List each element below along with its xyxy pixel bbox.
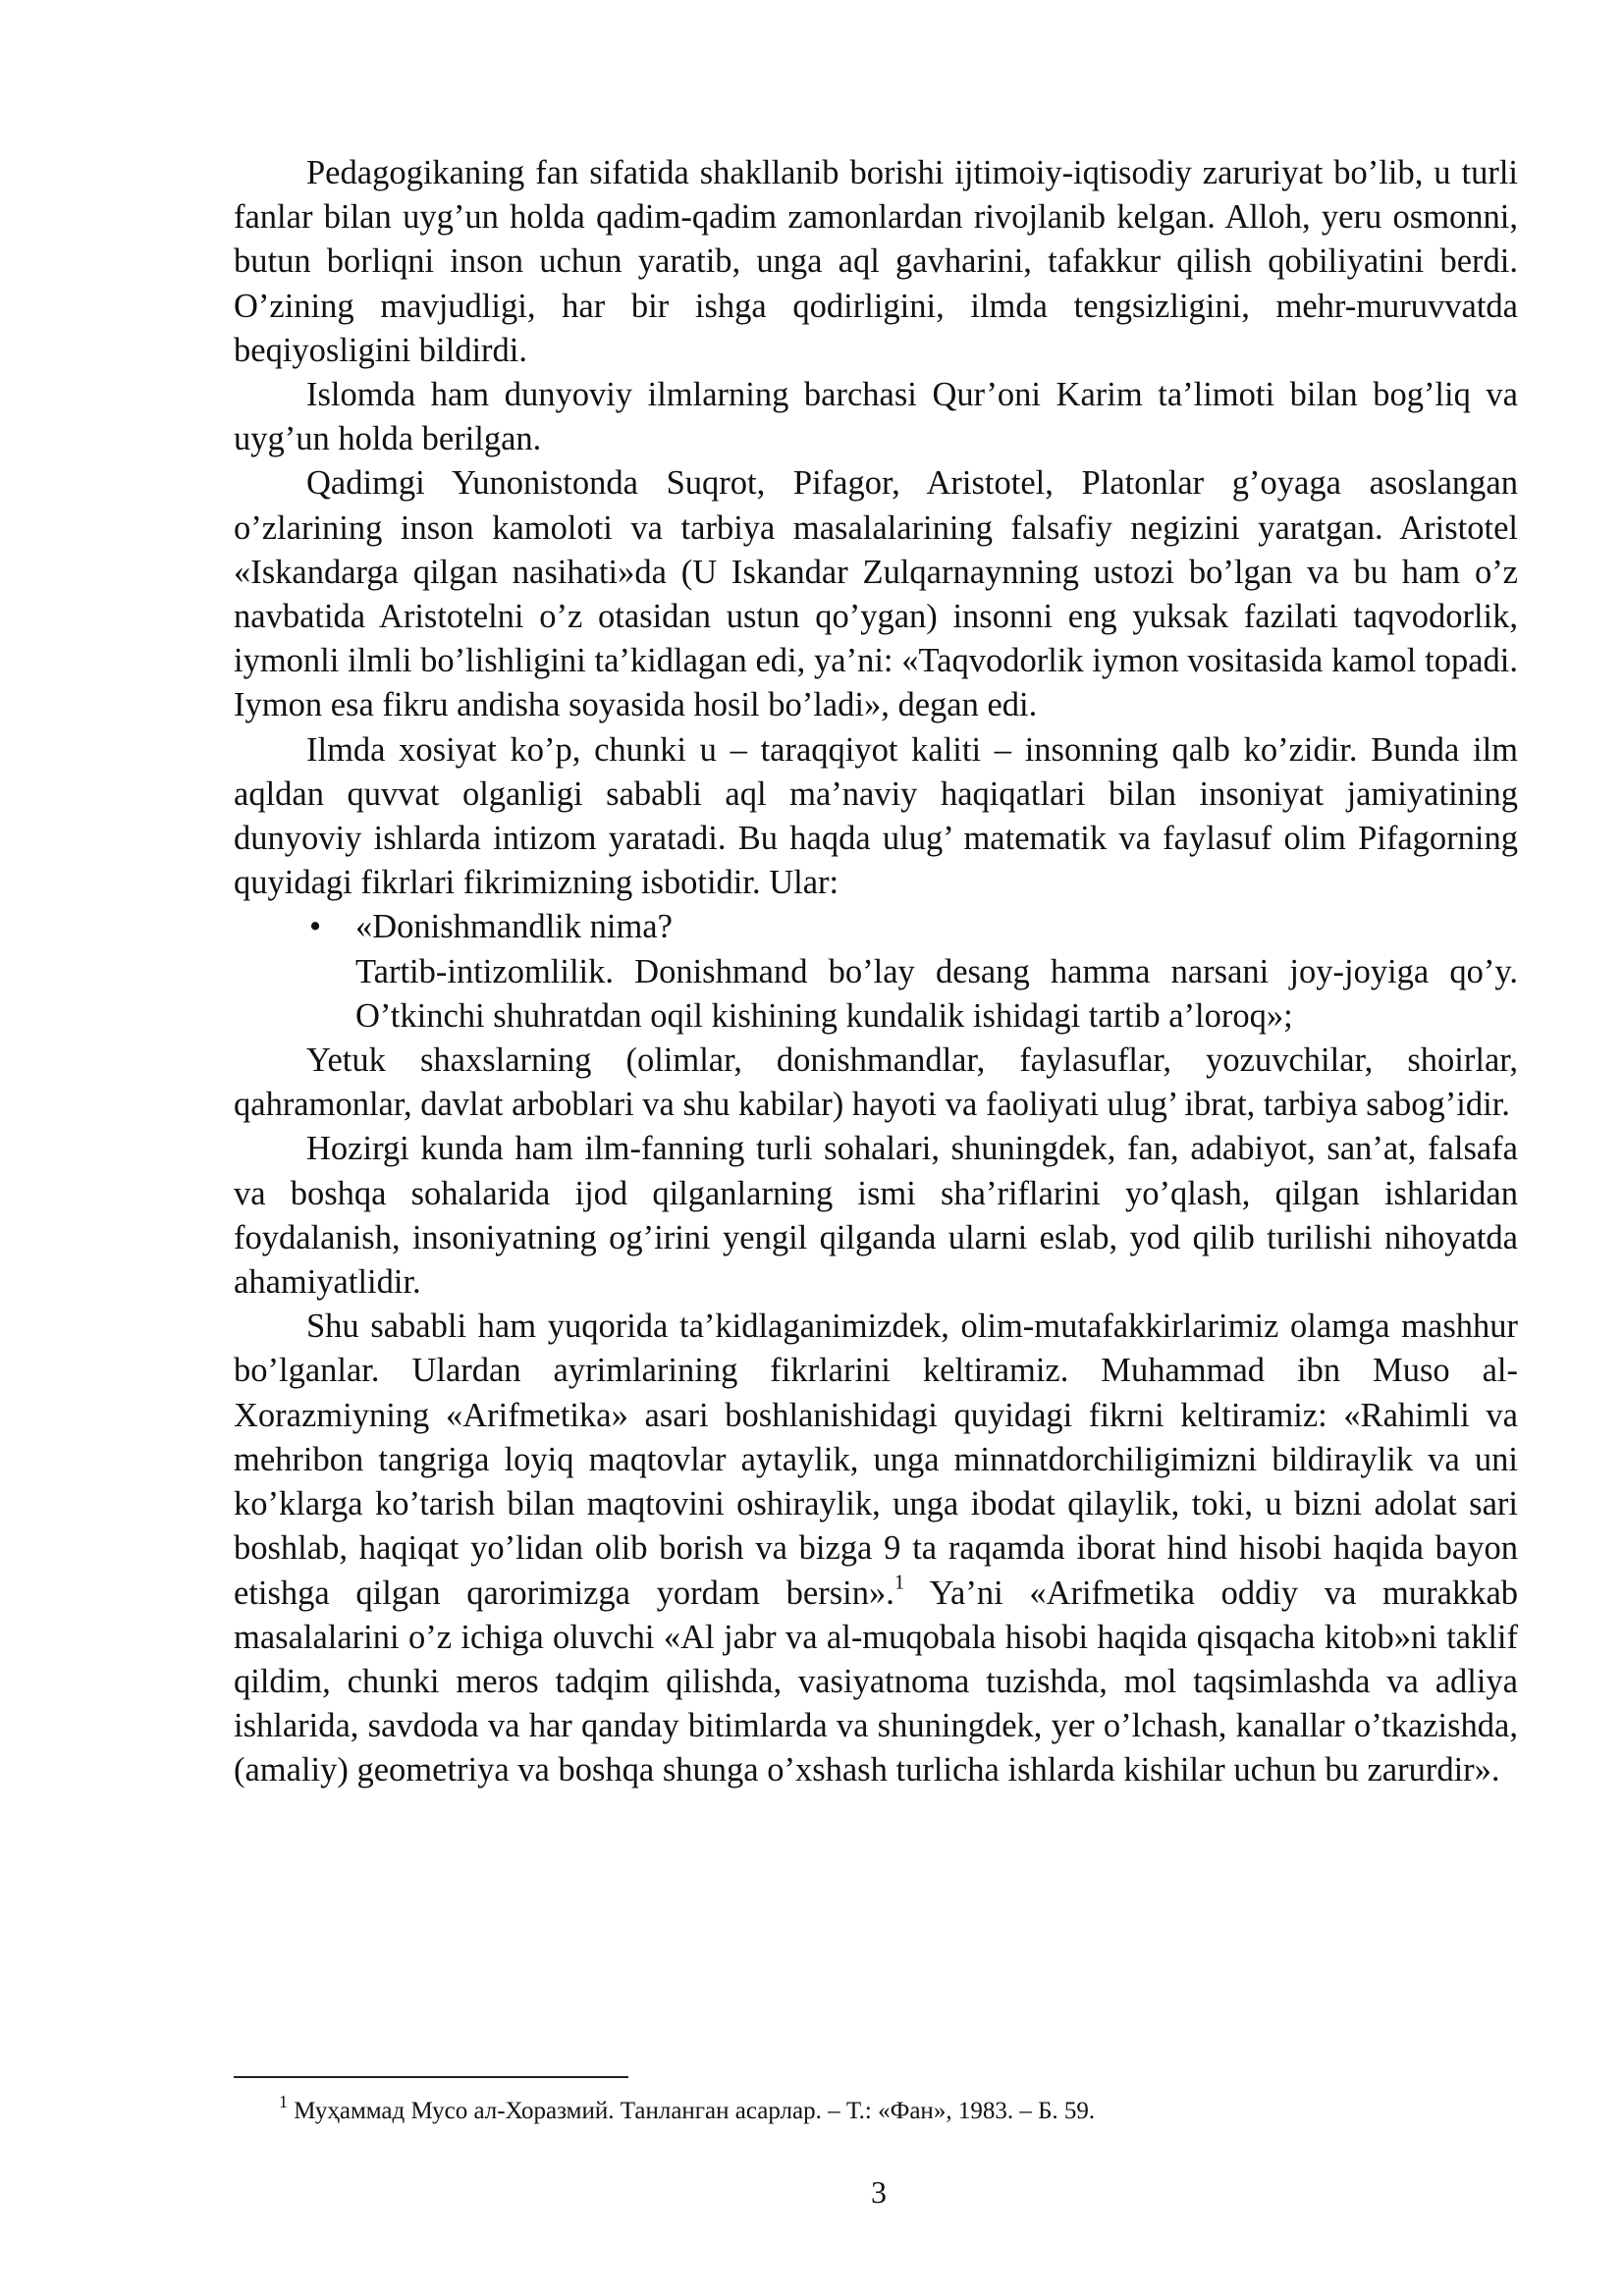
- paragraph-pedagogy-origin: Pedagogikaning fan sifatida shakllanib borishi ijtimoiy-iqtisodiy zaruriyat bo’lib, u turli fanlar bilan uyg’un holda qadim-qadim zamonlardan rivojlanib kelgan. Alloh, yeru osmonni, butun borliqni inson uchun yaratib, unga aql gavharini, tafakkur qilish qobiliyatini berdi. O’zining mavjudligi, har bir ishga qodirligini, ilmda tengsizligini, mehr-muruvvatda beqiyosligini bildirdi.: [234, 154, 1518, 369]
- paragraph-al-khwarizmi-part1: Shu sababli ham yuqorida ta’kidlaganimizdek, olim-mutafakkirlarimiz olamga mashhur bo’lganlar. Ulardan ayrimlarining fikrlarini keltiramiz. Muhammad ibn Muso al-Xorazmiyning «Arifmetika» asari boshlanishidagi quyidagi fikrni keltiramiz: «Rahimli va mehribon tangriga loyiq maqtovlar aytaylik, unga minnatdorchiligimizni bildiraylik va uni ko’klarga ko’tarish bilan maqtovini oshiraylik, unga ibodat qilaylik, toki, u bizni adolat sari boshlab, haqiqat yo’lidan olib borish va bizga 9 ta raqamda iborat hind hisobi haqida bayon etishga qilgan qarorimizga yordam bersin».: [234, 1308, 1518, 1612]
- bullet-first-line: «Donishmandlik nima?: [355, 908, 673, 946]
- paragraph-ancient-greece: Qadimgi Yunonistonda Suqrot, Pifagor, Aristotel, Platonlar g’oyaga asoslangan o’zlarining inson kamoloti va tarbiya masalalarining falsafiy negizini yaratgan. Aristotel «Iskandarga qilgan nasihati»da (U Iskandar Zulqarnaynning ustozi bo’lgan va bu ham o’z navbatida Aristotelni o’z otasidan ustun qo’ygan) insonni eng yuksak fazilati taqvodorlik, iymonli ilmli bo’lishligini ta’kidlagan edi, ya’ni: «Taqvodorlik iymon vositasida kamol topadi. Iymon esa fikru andisha soyasida hosil bo’ladi», degan edi.: [234, 464, 1518, 724]
- bullet-continuation: Tartib-intizomlilik. Donishmand bo’lay desang hamma narsani joy-joyiga qo’y. O’tkinchi shuhratdan oqil kishining kundalik ishidagi tartib a’loroq»;: [355, 952, 1518, 1035]
- bullet-item-pythagoras-quote: [308, 905, 1518, 1039]
- paragraph-al-khwarizmi: [234, 1305, 1518, 1792]
- paragraph-great-people: Yetuk shaxslarning (olimlar, donishmandlar, faylasuflar, yozuvchilar, shoirlar, qahramonlar, davlat arboblari va shu kabilar) hayoti va faoliyati ulug’ ibrat, tarbiya sabog’idir.: [234, 1041, 1518, 1124]
- footnote-reference[interactable]: 1: [893, 1571, 905, 1593]
- body-text: [234, 151, 1518, 1793]
- paragraph-al-khwarizmi-part2: Ya’ni «Arifmetika oddiy va murakkab masalalarini o’z ichiga oluvchi «Al jabr va al-muqobala hisobi haqida qisqacha kitob»ni taklif qildim, chunki meros tadqim qilishda, vasiyatnoma tuzishda, mol taqsimlashda va adliya ishlarida, savdoda va har qanday bitimlarda va shuningdek, yer o’lchash, kanallar o’tkazishda, (amaliy) geometriya va boshqa shunga o’xshash turlicha ishlarda kishilar uchun bu zarurdir».: [234, 1574, 1519, 1789]
- footnote-separator: [234, 2076, 628, 2078]
- bullet-marker: •: [308, 908, 322, 946]
- paragraph-today: Hozirgi kunda ham ilm-fanning turli sohalari, shuningdek, fan, adabiyot, san’at, falsafa va boshqa sohalarida ijod qilganlarning ismi sha’riflarini yo’qlash, qilgan ishlaridan foydalanish, insoniyatning og’irini yengil qilganda ularni eslab, yod qilib turilishi nihoyatda ahamiyatlidir.: [234, 1130, 1518, 1302]
- paragraph-knowledge: Ilmda xosiyat ko’p, chunki u – taraqqiyot kaliti – insonning qalb ko’zidir. Bunda ilm aqldan quvvat olganligi sababli aql ma’naviy haqiqatlari bilan insoniyat jamiyatining dunyoviy ishlarda intizom yaratadi. Bu haqda ulug’ matematik va faylasuf olim Pifagorning quyidagi fikrlari fikrimizning isbotidir. Ular:: [234, 730, 1518, 902]
- footnote: [279, 2091, 1457, 2129]
- page-number: 3: [871, 2174, 887, 2210]
- footnote-number: 1: [279, 2091, 288, 2111]
- footnote-text: Муҳаммад Мусо ал-Хоразмий. Танланган асарлар. – Т.: «Фан», 1983. – Б. 59.: [288, 2098, 1096, 2124]
- paragraph-islam: Islomda ham dunyoviy ilmlarning barchasi Qur’oni Karim ta’limoti bilan bog’liq va uyg’un holda berilgan.: [234, 376, 1518, 458]
